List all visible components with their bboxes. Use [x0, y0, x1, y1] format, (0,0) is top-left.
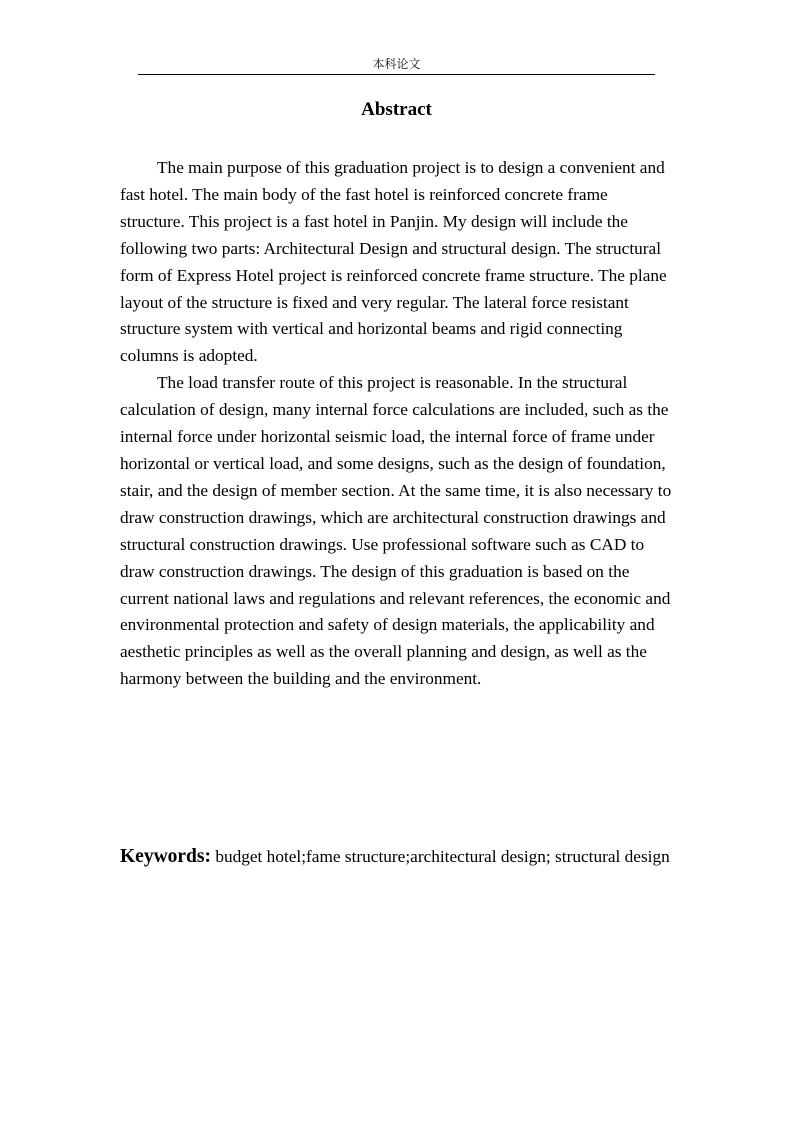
keywords-section	[120, 843, 673, 871]
keywords-text: budget hotel;fame structure;architectural design; structural design	[211, 847, 670, 866]
abstract-paragraph-1: The main purpose of this graduation project is to design a convenient and fast hotel. The main body of the fast hotel is reinforced concrete frame structure. This project is a fast hotel in Panjin. My design will include the following two parts: Architectural Design and structural design. The structural form of Express Hotel project is reinforced concrete frame structure. The plane layout of the structure is fixed and very regular. The lateral force resistant structure system with vertical and horizontal beams and rigid connecting columns is adopted.	[120, 158, 667, 366]
abstract-body	[120, 155, 673, 693]
abstract-paragraph-2: The load transfer route of this project is reasonable. In the structural calculation of design, many internal force calculations are included, such as the internal force under horizontal seismic load, the internal force of frame under horizontal or vertical load, and some designs, such as the design of foundation, stair, and the design of member section. At the same time, it is also necessary to draw construction drawings, which are architectural construction drawings and structural construction drawings. Use professional software such as CAD to draw construction drawings. The design of this graduation is based on the current national laws and regulations and relevant references, the economic and environmental protection and safety of design materials, the applicability and aesthetic principles as well as the overall planning and design, as well as the harmony between the building and the environment.	[120, 373, 672, 689]
header-divider	[138, 74, 655, 75]
keywords-label: Keywords:	[120, 846, 211, 867]
running-header: 本科论文	[372, 57, 421, 71]
abstract-title: Abstract	[361, 99, 432, 120]
